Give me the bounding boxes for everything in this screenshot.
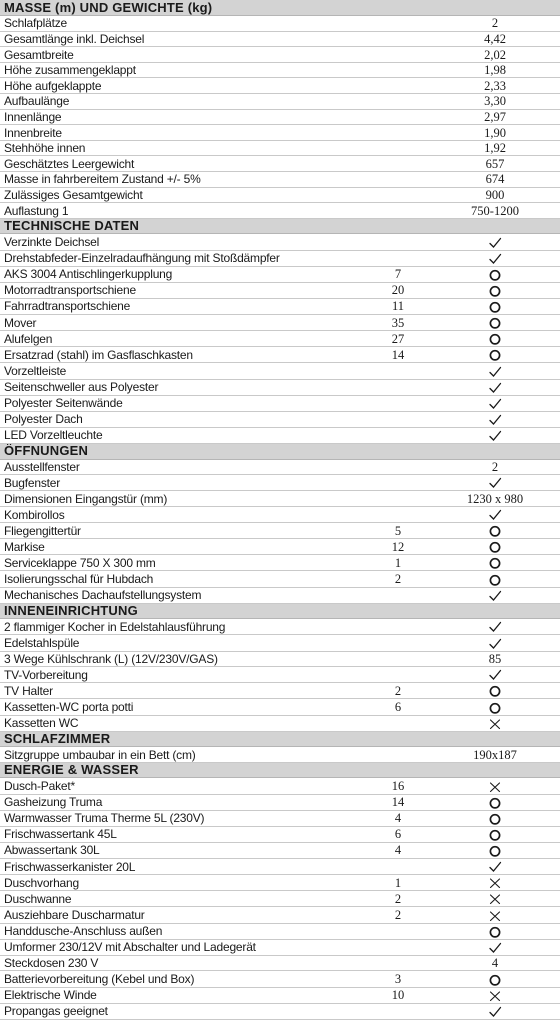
- table-row: [0, 62, 560, 78]
- table-row: [0, 667, 560, 683]
- check-icon: [488, 589, 502, 603]
- check-icon: [488, 860, 502, 874]
- table-row: [0, 475, 560, 491]
- check-icon: [488, 508, 502, 522]
- table-row: [0, 683, 560, 699]
- row-status: [430, 971, 560, 987]
- section-header-spacer: [366, 603, 430, 619]
- table-row: [0, 379, 560, 395]
- table-row: [0, 715, 560, 731]
- row-label: Edelstahlspüle: [0, 635, 366, 651]
- row-status: [430, 939, 560, 955]
- option-code: 20: [366, 282, 430, 298]
- option-code: [366, 459, 430, 475]
- table-row: [0, 156, 560, 172]
- row-label: LED Vorzeltleuchte: [0, 427, 366, 443]
- table-row: [0, 794, 560, 810]
- row-label: Dimensionen Eingangstür (mm): [0, 491, 366, 507]
- table-row: [0, 778, 560, 794]
- row-status: [430, 506, 560, 522]
- row-label: Elektrische Winde: [0, 987, 366, 1003]
- row-status: [430, 282, 560, 298]
- option-code: [366, 187, 430, 203]
- row-status: [430, 715, 560, 731]
- row-label: Abwassertank 30L: [0, 842, 366, 858]
- check-icon: [488, 413, 502, 427]
- row-status: [430, 667, 560, 683]
- row-label: Umformer 230/12V mit Abschalter und Ladegerät: [0, 939, 366, 955]
- table-row: [0, 971, 560, 987]
- row-value: 1230 x 980: [430, 491, 560, 507]
- row-label: Schlafplätze: [0, 16, 366, 32]
- option-code: [366, 62, 430, 78]
- circle-icon: [488, 573, 502, 587]
- row-value: 4,42: [430, 31, 560, 47]
- row-value: 1,98: [430, 62, 560, 78]
- circle-icon: [488, 828, 502, 842]
- row-status: [430, 347, 560, 363]
- row-status: [430, 298, 560, 314]
- row-status: [430, 635, 560, 651]
- section-header: [0, 0, 560, 16]
- circle-icon: [488, 284, 502, 298]
- table-row: [0, 810, 560, 826]
- circle-icon: [488, 540, 502, 554]
- check-icon: [488, 429, 502, 443]
- section-title: TECHNISCHE DATEN: [0, 218, 366, 234]
- option-code: [366, 651, 430, 667]
- table-row: [0, 842, 560, 858]
- row-value: 674: [430, 172, 560, 188]
- row-value: 900: [430, 187, 560, 203]
- option-code: [366, 715, 430, 731]
- table-row: [0, 619, 560, 635]
- option-code: 2: [366, 891, 430, 907]
- row-label: Gasheizung Truma: [0, 794, 366, 810]
- option-code: [366, 16, 430, 32]
- circle-icon: [488, 348, 502, 362]
- check-icon: [488, 637, 502, 651]
- row-status: [430, 571, 560, 587]
- option-code: 7: [366, 266, 430, 282]
- row-label: Motorradtransportschiene: [0, 282, 366, 298]
- table-row: [0, 826, 560, 842]
- table-row: [0, 250, 560, 266]
- table-row: [0, 47, 560, 63]
- row-status: [430, 778, 560, 794]
- row-status: [430, 859, 560, 875]
- section-title: MASSE (m) UND GEWICHTE (kg): [0, 0, 366, 16]
- row-status: [430, 810, 560, 826]
- circle-icon: [488, 973, 502, 987]
- row-status: [430, 699, 560, 715]
- row-label: Propangas geeignet: [0, 1003, 366, 1019]
- row-label: Polyester Seitenwände: [0, 395, 366, 411]
- row-status: [430, 987, 560, 1003]
- cross-icon: [488, 876, 502, 890]
- row-status: [430, 794, 560, 810]
- option-code: [366, 395, 430, 411]
- row-label: Steckdosen 230 V: [0, 955, 366, 971]
- table-row: [0, 747, 560, 763]
- option-code: [366, 379, 430, 395]
- table-row: [0, 78, 560, 94]
- option-code: [366, 156, 430, 172]
- row-label: Kassetten-WC porta potti: [0, 699, 366, 715]
- row-status: [430, 266, 560, 282]
- table-row: [0, 125, 560, 141]
- row-value: 750-1200: [430, 203, 560, 219]
- row-label: Geschätztes Leergewicht: [0, 156, 366, 172]
- table-row: [0, 203, 560, 219]
- row-value: 657: [430, 156, 560, 172]
- table-row: [0, 94, 560, 110]
- row-label: Drehstabfeder-Einzelradaufhängung mit Stoßdämpfer: [0, 250, 366, 266]
- cross-icon: [488, 909, 502, 923]
- option-code: 14: [366, 347, 430, 363]
- option-code: [366, 140, 430, 156]
- row-value: 85: [430, 651, 560, 667]
- option-code: 14: [366, 794, 430, 810]
- option-code: [366, 172, 430, 188]
- row-status: [430, 411, 560, 427]
- row-label: Warmwasser Truma Therme 5L (230V): [0, 810, 366, 826]
- table-row: [0, 1003, 560, 1019]
- row-status: [430, 523, 560, 539]
- option-code: [366, 587, 430, 603]
- table-row: [0, 140, 560, 156]
- row-value: 2: [430, 16, 560, 32]
- check-icon: [488, 397, 502, 411]
- circle-icon: [488, 524, 502, 538]
- table-row: [0, 506, 560, 522]
- section-header: [0, 762, 560, 778]
- option-code: [366, 491, 430, 507]
- option-code: [366, 125, 430, 141]
- option-code: [366, 427, 430, 443]
- row-status: [430, 875, 560, 891]
- section-title: INNENEINRICHTUNG: [0, 603, 366, 619]
- row-status: [430, 1003, 560, 1019]
- cross-icon: [488, 989, 502, 1003]
- row-label: Sitzgruppe umbaubar in ein Bett (cm): [0, 747, 366, 763]
- table-row: [0, 635, 560, 651]
- table-row: [0, 955, 560, 971]
- row-label: Höhe aufgeklappte: [0, 78, 366, 94]
- row-status: [430, 555, 560, 571]
- option-code: 2: [366, 571, 430, 587]
- table-row: [0, 331, 560, 347]
- row-label: Innenlänge: [0, 109, 366, 125]
- section-header: [0, 731, 560, 747]
- row-status: [430, 475, 560, 491]
- row-label: Masse in fahrbereitem Zustand +/- 5%: [0, 172, 366, 188]
- option-code: [366, 234, 430, 250]
- option-code: [366, 78, 430, 94]
- circle-icon: [488, 316, 502, 330]
- option-code: [366, 47, 430, 63]
- row-label: Handdusche-Anschluss außen: [0, 923, 366, 939]
- row-label: Vorzeltleiste: [0, 363, 366, 379]
- option-code: [366, 747, 430, 763]
- row-status: [430, 587, 560, 603]
- table-row: [0, 491, 560, 507]
- section-header-spacer: [430, 218, 560, 234]
- option-code: 4: [366, 842, 430, 858]
- row-value: 2,33: [430, 78, 560, 94]
- row-label: Mover: [0, 315, 366, 331]
- table-row: [0, 363, 560, 379]
- row-status: [430, 379, 560, 395]
- row-label: Frischwassertank 45L: [0, 826, 366, 842]
- section-header-spacer: [430, 762, 560, 778]
- option-code: 1: [366, 875, 430, 891]
- option-code: 2: [366, 907, 430, 923]
- check-icon: [488, 365, 502, 379]
- row-value: 2,02: [430, 47, 560, 63]
- option-code: 11: [366, 298, 430, 314]
- row-status: [430, 619, 560, 635]
- row-label: AKS 3004 Antischlingerkupplung: [0, 266, 366, 282]
- section-header-spacer: [430, 0, 560, 16]
- table-row: [0, 411, 560, 427]
- table-row: [0, 923, 560, 939]
- row-label: Ausziehbare Duscharmatur: [0, 907, 366, 923]
- row-status: [430, 363, 560, 379]
- option-code: [366, 109, 430, 125]
- option-code: [366, 506, 430, 522]
- table-row: [0, 172, 560, 188]
- row-label: Innenbreite: [0, 125, 366, 141]
- table-row: [0, 987, 560, 1003]
- section-header-spacer: [366, 731, 430, 747]
- row-label: Gesamtbreite: [0, 47, 366, 63]
- row-label: Kassetten WC: [0, 715, 366, 731]
- table-row: [0, 587, 560, 603]
- row-label: Aufbaulänge: [0, 94, 366, 110]
- section-header-spacer: [366, 0, 430, 16]
- option-code: 6: [366, 826, 430, 842]
- circle-icon: [488, 300, 502, 314]
- option-code: 2: [366, 683, 430, 699]
- row-value: 190x187: [430, 747, 560, 763]
- row-label: TV Halter: [0, 683, 366, 699]
- option-code: [366, 923, 430, 939]
- row-value: 2: [430, 459, 560, 475]
- row-value: 4: [430, 955, 560, 971]
- row-status: [430, 250, 560, 266]
- option-code: 5: [366, 523, 430, 539]
- option-code: [366, 939, 430, 955]
- option-code: 4: [366, 810, 430, 826]
- option-code: [366, 203, 430, 219]
- row-label: Mechanisches Dachaufstellungsystem: [0, 587, 366, 603]
- check-icon: [488, 1005, 502, 1019]
- table-row: [0, 427, 560, 443]
- section-header-spacer: [366, 444, 430, 460]
- row-label: Duschvorhang: [0, 875, 366, 891]
- check-icon: [488, 476, 502, 490]
- row-label: TV-Vorbereitung: [0, 667, 366, 683]
- row-label: Isolierungsschal für Hubdach: [0, 571, 366, 587]
- circle-icon: [488, 556, 502, 570]
- option-code: [366, 635, 430, 651]
- row-label: Alufelgen: [0, 331, 366, 347]
- row-value: 2,97: [430, 109, 560, 125]
- section-title: SCHLAFZIMMER: [0, 731, 366, 747]
- option-code: [366, 1003, 430, 1019]
- option-code: 35: [366, 315, 430, 331]
- table-row: [0, 555, 560, 571]
- option-code: [366, 619, 430, 635]
- row-label: Duschwanne: [0, 891, 366, 907]
- table-row: [0, 875, 560, 891]
- row-label: Ausstellfenster: [0, 459, 366, 475]
- row-label: Kombirollos: [0, 506, 366, 522]
- option-code: 3: [366, 971, 430, 987]
- table-row: [0, 571, 560, 587]
- option-code: [366, 94, 430, 110]
- circle-icon: [488, 925, 502, 939]
- row-label: Serviceklappe 750 X 300 mm: [0, 555, 366, 571]
- row-label: Fliegengittertür: [0, 523, 366, 539]
- check-icon: [488, 236, 502, 250]
- row-value: 1,90: [430, 125, 560, 141]
- row-label: Fahrradtransportschiene: [0, 298, 366, 314]
- circle-icon: [488, 684, 502, 698]
- option-code: 6: [366, 699, 430, 715]
- check-icon: [488, 252, 502, 266]
- option-code: 10: [366, 987, 430, 1003]
- row-status: [430, 683, 560, 699]
- option-code: 16: [366, 778, 430, 794]
- row-label: Stehhöhe innen: [0, 140, 366, 156]
- row-status: [430, 891, 560, 907]
- row-label: Höhe zusammengeklappt: [0, 62, 366, 78]
- check-icon: [488, 381, 502, 395]
- table-row: [0, 298, 560, 314]
- section-header: [0, 444, 560, 460]
- circle-icon: [488, 701, 502, 715]
- table-row: [0, 187, 560, 203]
- table-row: [0, 109, 560, 125]
- check-icon: [488, 941, 502, 955]
- row-label: Frischwasserkanister 20L: [0, 859, 366, 875]
- row-status: [430, 315, 560, 331]
- table-row: [0, 282, 560, 298]
- table-row: [0, 699, 560, 715]
- table-row: [0, 539, 560, 555]
- row-label: Verzinkte Deichsel: [0, 234, 366, 250]
- option-code: [366, 667, 430, 683]
- row-label: Markise: [0, 539, 366, 555]
- table-row: [0, 907, 560, 923]
- section-title: ENERGIE & WASSER: [0, 762, 366, 778]
- check-icon: [488, 620, 502, 634]
- table-row: [0, 347, 560, 363]
- table-row: [0, 315, 560, 331]
- cross-icon: [488, 892, 502, 906]
- section-header-spacer: [430, 603, 560, 619]
- row-status: [430, 331, 560, 347]
- circle-icon: [488, 332, 502, 346]
- table-row: [0, 266, 560, 282]
- row-status: [430, 907, 560, 923]
- table-row: [0, 891, 560, 907]
- row-status: [430, 539, 560, 555]
- option-code: [366, 955, 430, 971]
- option-code: 1: [366, 555, 430, 571]
- section-header-spacer: [366, 762, 430, 778]
- table-row: [0, 395, 560, 411]
- section-header-spacer: [430, 444, 560, 460]
- row-label: Polyester Dach: [0, 411, 366, 427]
- cross-icon: [488, 780, 502, 794]
- row-value: 3,30: [430, 94, 560, 110]
- row-label: Bugfenster: [0, 475, 366, 491]
- row-status: [430, 826, 560, 842]
- option-code: [366, 363, 430, 379]
- row-label: 3 Wege Kühlschrank (L) (12V/230V/GAS): [0, 651, 366, 667]
- section-header: [0, 603, 560, 619]
- circle-icon: [488, 844, 502, 858]
- circle-icon: [488, 268, 502, 282]
- table-row: [0, 459, 560, 475]
- option-code: 12: [366, 539, 430, 555]
- row-status: [430, 234, 560, 250]
- row-label: Dusch-Paket*: [0, 778, 366, 794]
- option-code: [366, 411, 430, 427]
- section-header-spacer: [430, 731, 560, 747]
- row-label: Ersatzrad (stahl) im Gasflaschkasten: [0, 347, 366, 363]
- option-code: [366, 31, 430, 47]
- row-label: Zulässiges Gesamtgewicht: [0, 187, 366, 203]
- row-status: [430, 923, 560, 939]
- table-row: [0, 523, 560, 539]
- circle-icon: [488, 796, 502, 810]
- row-status: [430, 427, 560, 443]
- section-header: [0, 218, 560, 234]
- table-row: [0, 31, 560, 47]
- row-label: Gesamtlänge inkl. Deichsel: [0, 31, 366, 47]
- row-status: [430, 842, 560, 858]
- table-row: [0, 939, 560, 955]
- table-row: [0, 859, 560, 875]
- table-row: [0, 16, 560, 32]
- cross-icon: [488, 717, 502, 731]
- row-label: 2 flammiger Kocher in Edelstahlausführung: [0, 619, 366, 635]
- row-value: 1,92: [430, 140, 560, 156]
- table-row: [0, 234, 560, 250]
- circle-icon: [488, 812, 502, 826]
- option-code: [366, 859, 430, 875]
- option-code: [366, 250, 430, 266]
- row-label: Auflastung 1: [0, 203, 366, 219]
- row-label: Seitenschweller aus Polyester: [0, 379, 366, 395]
- check-icon: [488, 668, 502, 682]
- option-code: [366, 475, 430, 491]
- table-row: [0, 651, 560, 667]
- option-code: 27: [366, 331, 430, 347]
- section-header-spacer: [366, 218, 430, 234]
- row-status: [430, 395, 560, 411]
- section-title: ÖFFNUNGEN: [0, 444, 366, 460]
- row-label: Batterievorbereitung (Kebel und Box): [0, 971, 366, 987]
